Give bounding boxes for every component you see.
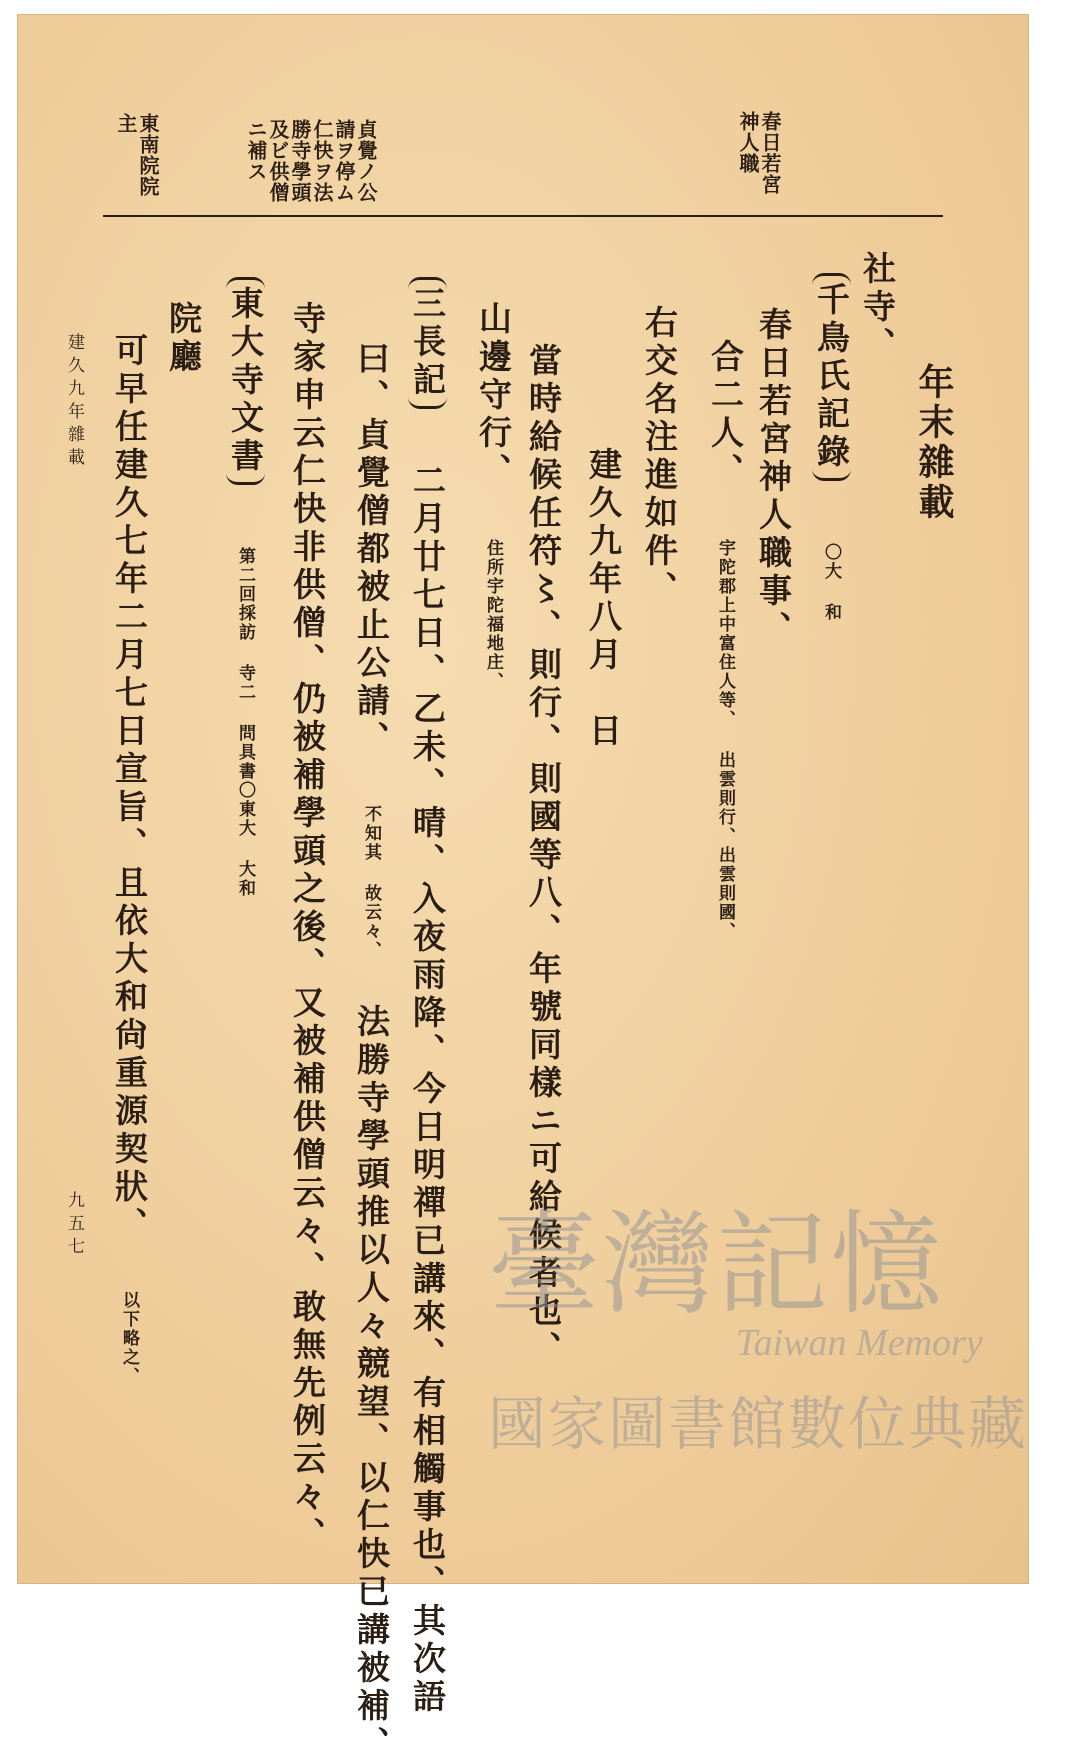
headnote-col-6: 勝寺學頭 [288,119,312,203]
watermark-sub: 國家圖書館數位典藏 [488,1390,1029,1458]
watermark-cjk: 臺灣記憶 [488,1200,944,1330]
body-line-7: 當時給候任符〻、則行、則國等八、年號同樣ニ可給候者也、 [524,343,563,1369]
body-line-4: 合二人、 宇陀郡上中富住人等、 出雲則行、出雲則國、 [706,339,745,941]
body-line-13: 院廳 [164,301,203,377]
headnote-col-3: 貞覺ノ公 [354,119,378,203]
gloss-8: 住所宇陀福地庄、 [483,539,503,691]
headnote-col-1: 春日若宮 [758,111,782,195]
section-title: 年末雜載 [913,363,955,523]
body-line-5: 右交名注進如件、 [640,305,679,609]
body-line-12 [226,277,265,898]
body-line-6: 建久九年八月 日 [584,447,623,751]
watermark-en: Taiwan Memory [736,1322,983,1364]
headnote-col-2: 神人職 [736,111,760,174]
gloss-4: 宇陀郡上中富住人等、 出雲則行、出雲則國、 [715,539,735,941]
body-line-14: 可早任建久七年二月七日宣旨、且依大和尙重源契狀、 以下略之、 [110,333,149,1386]
source-千鳥氏記錄: 千鳥氏記錄 [812,273,851,481]
headnote-col-10: 主 [114,113,138,134]
source-東大寺文書: 東大寺文書 [226,277,265,485]
gloss-10: 不知其 故云々、 [361,805,381,960]
header-rule [103,215,943,217]
document-page [17,14,1029,1764]
body-line-2 [812,273,851,622]
body-line-8: 山邊守行、 住所宇陀福地庄、 [474,301,513,691]
headnote-col-5: 仁快ヲ法 [310,119,334,203]
page-number: 九五七 [64,1191,84,1260]
body-line-10: 曰、貞覺僧都被止公請、 不知其 故云々、 法勝寺學頭推以人々競望、以仁快已講被補、 [352,341,391,1764]
body-line-3: 春日若宮神人職事、 [754,307,793,649]
body-line-9: 三長記 二月廿七日、乙未、晴、入夜雨降、今日明禪已講來、有相觸事也、其次語 [411,277,444,1717]
gloss-2: 〇大 和 [821,543,841,622]
source-三長記: 三長記 [408,277,447,409]
headnote-col-7: 及ビ供僧 [266,119,290,203]
body-line-1: 社寺、 [858,251,897,365]
headnote-col-4: 請ヲ停ム [332,119,356,203]
gloss-14: 以下略之、 [119,1291,139,1386]
headnote-col-9: 東南院院 [136,113,160,197]
gloss-12: 第二回採訪 寺二 問具書〇東大 大和 [235,547,255,898]
running-title: 建久九年雜載 [64,333,84,471]
body-line-11: 寺家申云仁快非供僧、仍被補學頭之後、又被補供僧云々、敢無先例云々、 [288,301,327,1555]
headnote-col-8: ニ補ス [244,119,268,182]
